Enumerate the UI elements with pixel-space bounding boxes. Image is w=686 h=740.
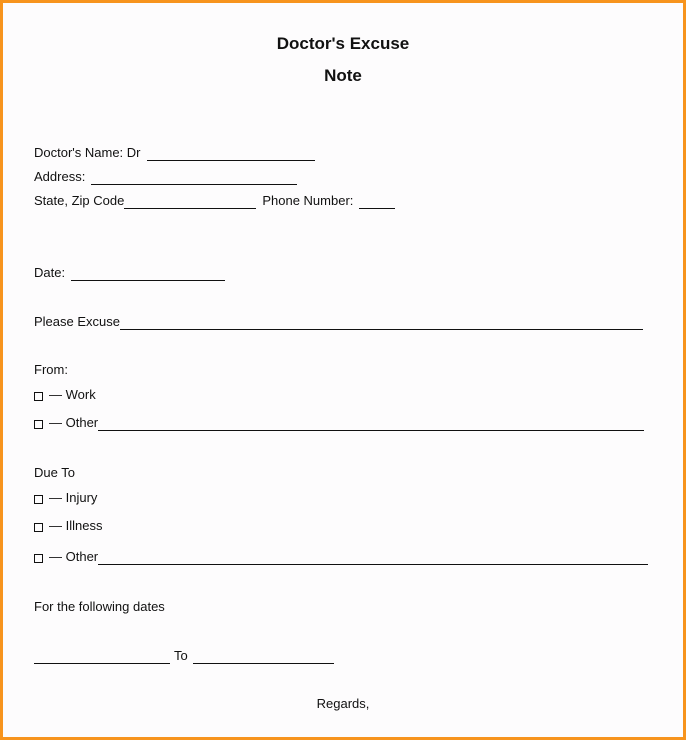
phone-field[interactable]	[359, 196, 395, 209]
address-field[interactable]	[91, 172, 297, 185]
from-option-work	[34, 387, 96, 403]
due-other-label: — Other	[49, 549, 99, 564]
title-line-2: Note	[324, 66, 362, 85]
work-checkbox[interactable]	[34, 392, 43, 401]
due-to-label-row	[34, 465, 75, 481]
document-page	[3, 3, 683, 737]
date-label: Date:	[34, 265, 66, 280]
due-option-injury	[34, 490, 97, 506]
doctor-name-row	[34, 145, 315, 161]
from-label: From:	[34, 362, 68, 377]
from-label-row	[34, 362, 68, 378]
from-other-checkbox[interactable]	[34, 420, 43, 429]
regards-text: Regards,	[316, 696, 370, 711]
address-row	[34, 169, 297, 185]
work-label: — Work	[49, 387, 96, 402]
due-option-other	[34, 549, 648, 565]
due-to-label: Due To	[34, 465, 75, 480]
following-dates-row	[34, 599, 165, 615]
to-date-field[interactable]	[193, 651, 334, 664]
please-excuse-row	[34, 314, 643, 330]
doctor-name-label: Doctor's Name: Dr	[34, 145, 141, 160]
doctor-name-field[interactable]	[147, 148, 315, 161]
state-zip-field[interactable]	[124, 196, 256, 209]
state-zip-label: State, Zip Code	[34, 193, 125, 208]
address-label: Address:	[34, 169, 86, 184]
date-row	[34, 265, 225, 281]
illness-checkbox[interactable]	[34, 523, 43, 532]
illness-label: — Illness	[49, 518, 103, 533]
from-other-field[interactable]	[98, 418, 644, 431]
injury-label: — Injury	[49, 490, 98, 505]
please-excuse-field[interactable]	[120, 317, 643, 330]
please-excuse-label: Please Excuse	[34, 314, 120, 329]
injury-checkbox[interactable]	[34, 495, 43, 504]
date-field[interactable]	[71, 268, 225, 281]
date-range-row	[34, 648, 334, 664]
state-zip-row	[34, 193, 395, 209]
from-other-label: — Other	[49, 415, 99, 430]
due-option-illness	[34, 518, 102, 534]
due-other-checkbox[interactable]	[34, 554, 43, 563]
from-date-field[interactable]	[34, 651, 170, 664]
following-dates-label: For the following dates	[34, 599, 165, 614]
title-line-1: Doctor's Excuse	[276, 34, 410, 53]
to-label: To	[174, 648, 188, 663]
from-option-other	[34, 415, 644, 431]
due-other-field[interactable]	[98, 552, 648, 565]
phone-label: Phone Number:	[262, 193, 354, 208]
